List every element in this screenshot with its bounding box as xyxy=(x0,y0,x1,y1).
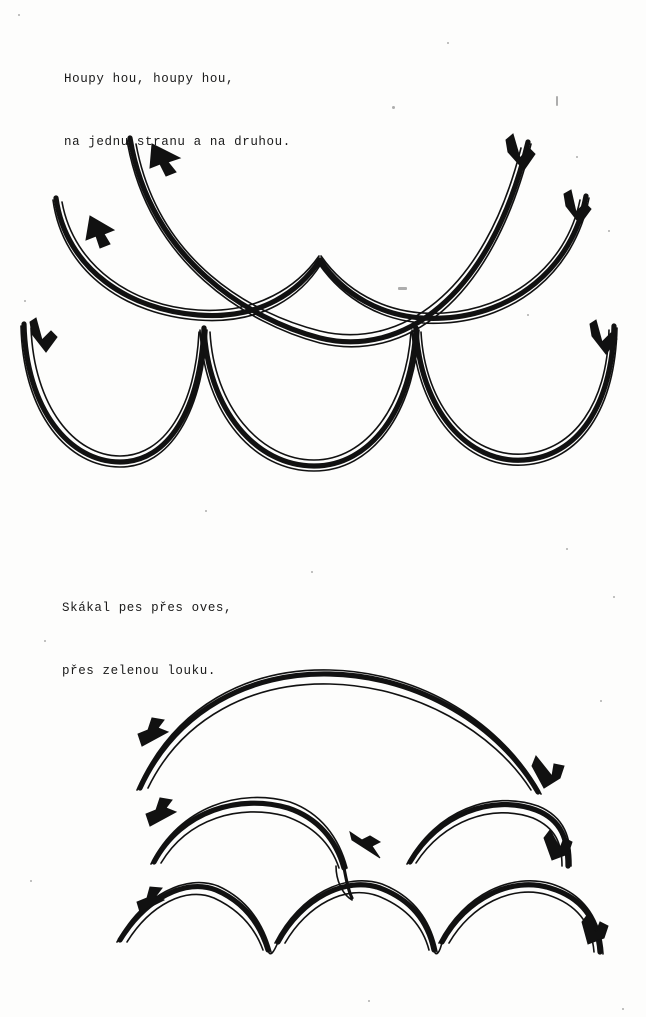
figure-swing-arcs xyxy=(0,110,646,500)
scan-speckle xyxy=(556,96,558,106)
figure-2-drawing xyxy=(0,640,646,1010)
arc-row-3 xyxy=(21,318,617,471)
scan-speckle xyxy=(613,596,615,598)
arch-row-3 xyxy=(117,881,608,954)
scan-speckle xyxy=(18,14,20,16)
direction-arrow-icon xyxy=(138,718,168,746)
figure-1-drawing xyxy=(0,110,646,500)
scan-speckle xyxy=(566,548,568,550)
scan-speckle xyxy=(205,510,207,512)
direction-arrow-icon xyxy=(150,144,180,176)
direction-arrow-icon xyxy=(582,914,608,944)
scan-speckle xyxy=(392,106,395,109)
verse-1-line-1: Houpy hou, houpy hou, xyxy=(64,72,235,86)
figure-arch-arcs xyxy=(0,640,646,1010)
direction-arrow-icon xyxy=(30,318,57,352)
direction-arrow-icon xyxy=(532,756,564,788)
scan-speckle xyxy=(311,571,313,573)
direction-arrow-icon xyxy=(86,216,114,248)
verse-2-line-1: Skákal pes přes oves, xyxy=(62,601,233,615)
verse-2-line-2: přes zelenou louku. xyxy=(62,664,216,678)
direction-arrow-icon xyxy=(350,832,380,858)
direction-arrow-icon xyxy=(146,798,176,826)
scan-speckle xyxy=(447,42,449,44)
verse-1-line-2: na jednu stranu a na druhou. xyxy=(64,135,291,149)
arch-row-1 xyxy=(137,670,564,794)
